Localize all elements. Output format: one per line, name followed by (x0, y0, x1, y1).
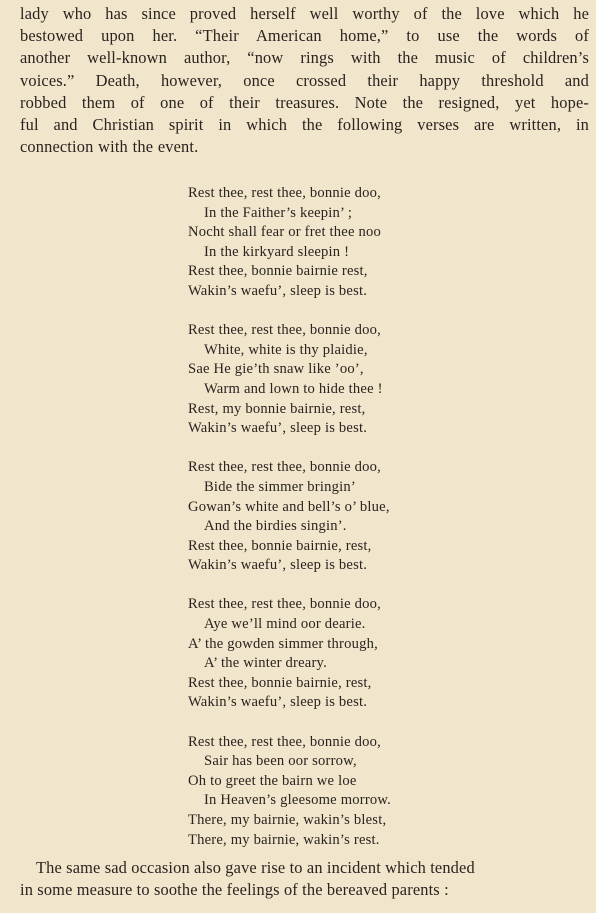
verse-line: Warm and lown to hide thee ! (204, 380, 383, 397)
verse-line: Rest, my bonnie bairnie, rest, (188, 400, 366, 417)
verse-line: Rest thee, rest thee, bonnie doo, (188, 596, 382, 613)
verse-line: Sair has been oor sorrow, (204, 753, 357, 770)
verse-line: Rest thee, bonnie bairnie rest, (188, 263, 368, 280)
intro-line: another well-known author, “now rings with the music of children’s (20, 48, 589, 68)
intro-line: ful and Christian spirit in which the following verses are written, in (20, 115, 589, 135)
verse-line: Aye we’ll mind oor dearie. (204, 616, 366, 633)
verse-line: Rest thee, bonnie bairnie, rest, (188, 537, 372, 554)
verse-line: Wakin’s waefu’, sleep is best. (188, 282, 368, 299)
verse-line: And the birdies singin’. (204, 518, 347, 535)
verse-line: Wakin’s waefu’, sleep is best. (188, 420, 368, 437)
verse-line: There, my bairnie, wakin’s rest. (188, 831, 380, 848)
verse-line: Rest thee, rest thee, bonnie doo, (188, 185, 382, 201)
verse-line: In Heaven’s gleesome morrow. (204, 792, 392, 809)
verse-line: White, white is thy plaidie, (204, 341, 368, 358)
verse-line: Wakin’s waefu’, sleep is best. (188, 557, 368, 574)
verse-line: Rest thee, bonnie bairnie, rest, (188, 674, 372, 691)
intro-paragraph (20, 3, 589, 158)
verse-line: Rest thee, rest thee, bonnie doo, (188, 322, 382, 339)
intro-line: connection with the event. (20, 137, 199, 157)
poem-stanza-2 (188, 321, 391, 439)
intro-line: voices.” Death, however, once crossed their happy threshold and (20, 70, 589, 90)
closing-line: The same sad occasion also gave rise to an incident which tended (36, 858, 475, 877)
verse-line: A’ the winter dreary. (204, 655, 327, 672)
closing-paragraph (20, 857, 589, 901)
poem-stanza-1 (188, 184, 391, 302)
verse-line: Sae He gie’th snaw like ’oo’, (188, 361, 364, 378)
poem (188, 184, 391, 870)
verse-line: Rest thee, rest thee, bonnie doo, (188, 459, 382, 476)
poem-stanza-3 (188, 458, 391, 576)
verse-line: Rest thee, rest thee, bonnie doo, (188, 733, 382, 750)
verse-line: Oh to greet the bairn we loe (188, 772, 357, 789)
verse-line: A’ the gowden simmer through, (188, 635, 378, 652)
verse-line: In the Faither’s keepin’ ; (204, 204, 353, 221)
verse-line: Bide the simmer bringin’ (204, 478, 356, 495)
intro-line: lady who has since proved herself well worthy of the love which he (20, 4, 589, 23)
closing-line: in some measure to soothe the feelings of the bereaved parents : (20, 880, 449, 900)
intro-line: bestowed upon her. “Their American home,” to use the words of (20, 26, 589, 46)
intro-line: robbed them of one of their treasures. Note the resigned, yet hope- (20, 92, 589, 112)
verse-line: In the kirkyard sleepin ! (204, 243, 350, 260)
verse-line: Gowan’s white and bell’s o’ blue, (188, 498, 390, 515)
verse-line: Nocht shall fear or fret thee noo (188, 224, 381, 241)
poem-stanza-5 (188, 733, 391, 851)
poem-stanza-4 (188, 595, 391, 713)
verse-line: Wakin’s waefu’, sleep is best. (188, 694, 368, 711)
verse-line: There, my bairnie, wakin’s blest, (188, 812, 387, 828)
